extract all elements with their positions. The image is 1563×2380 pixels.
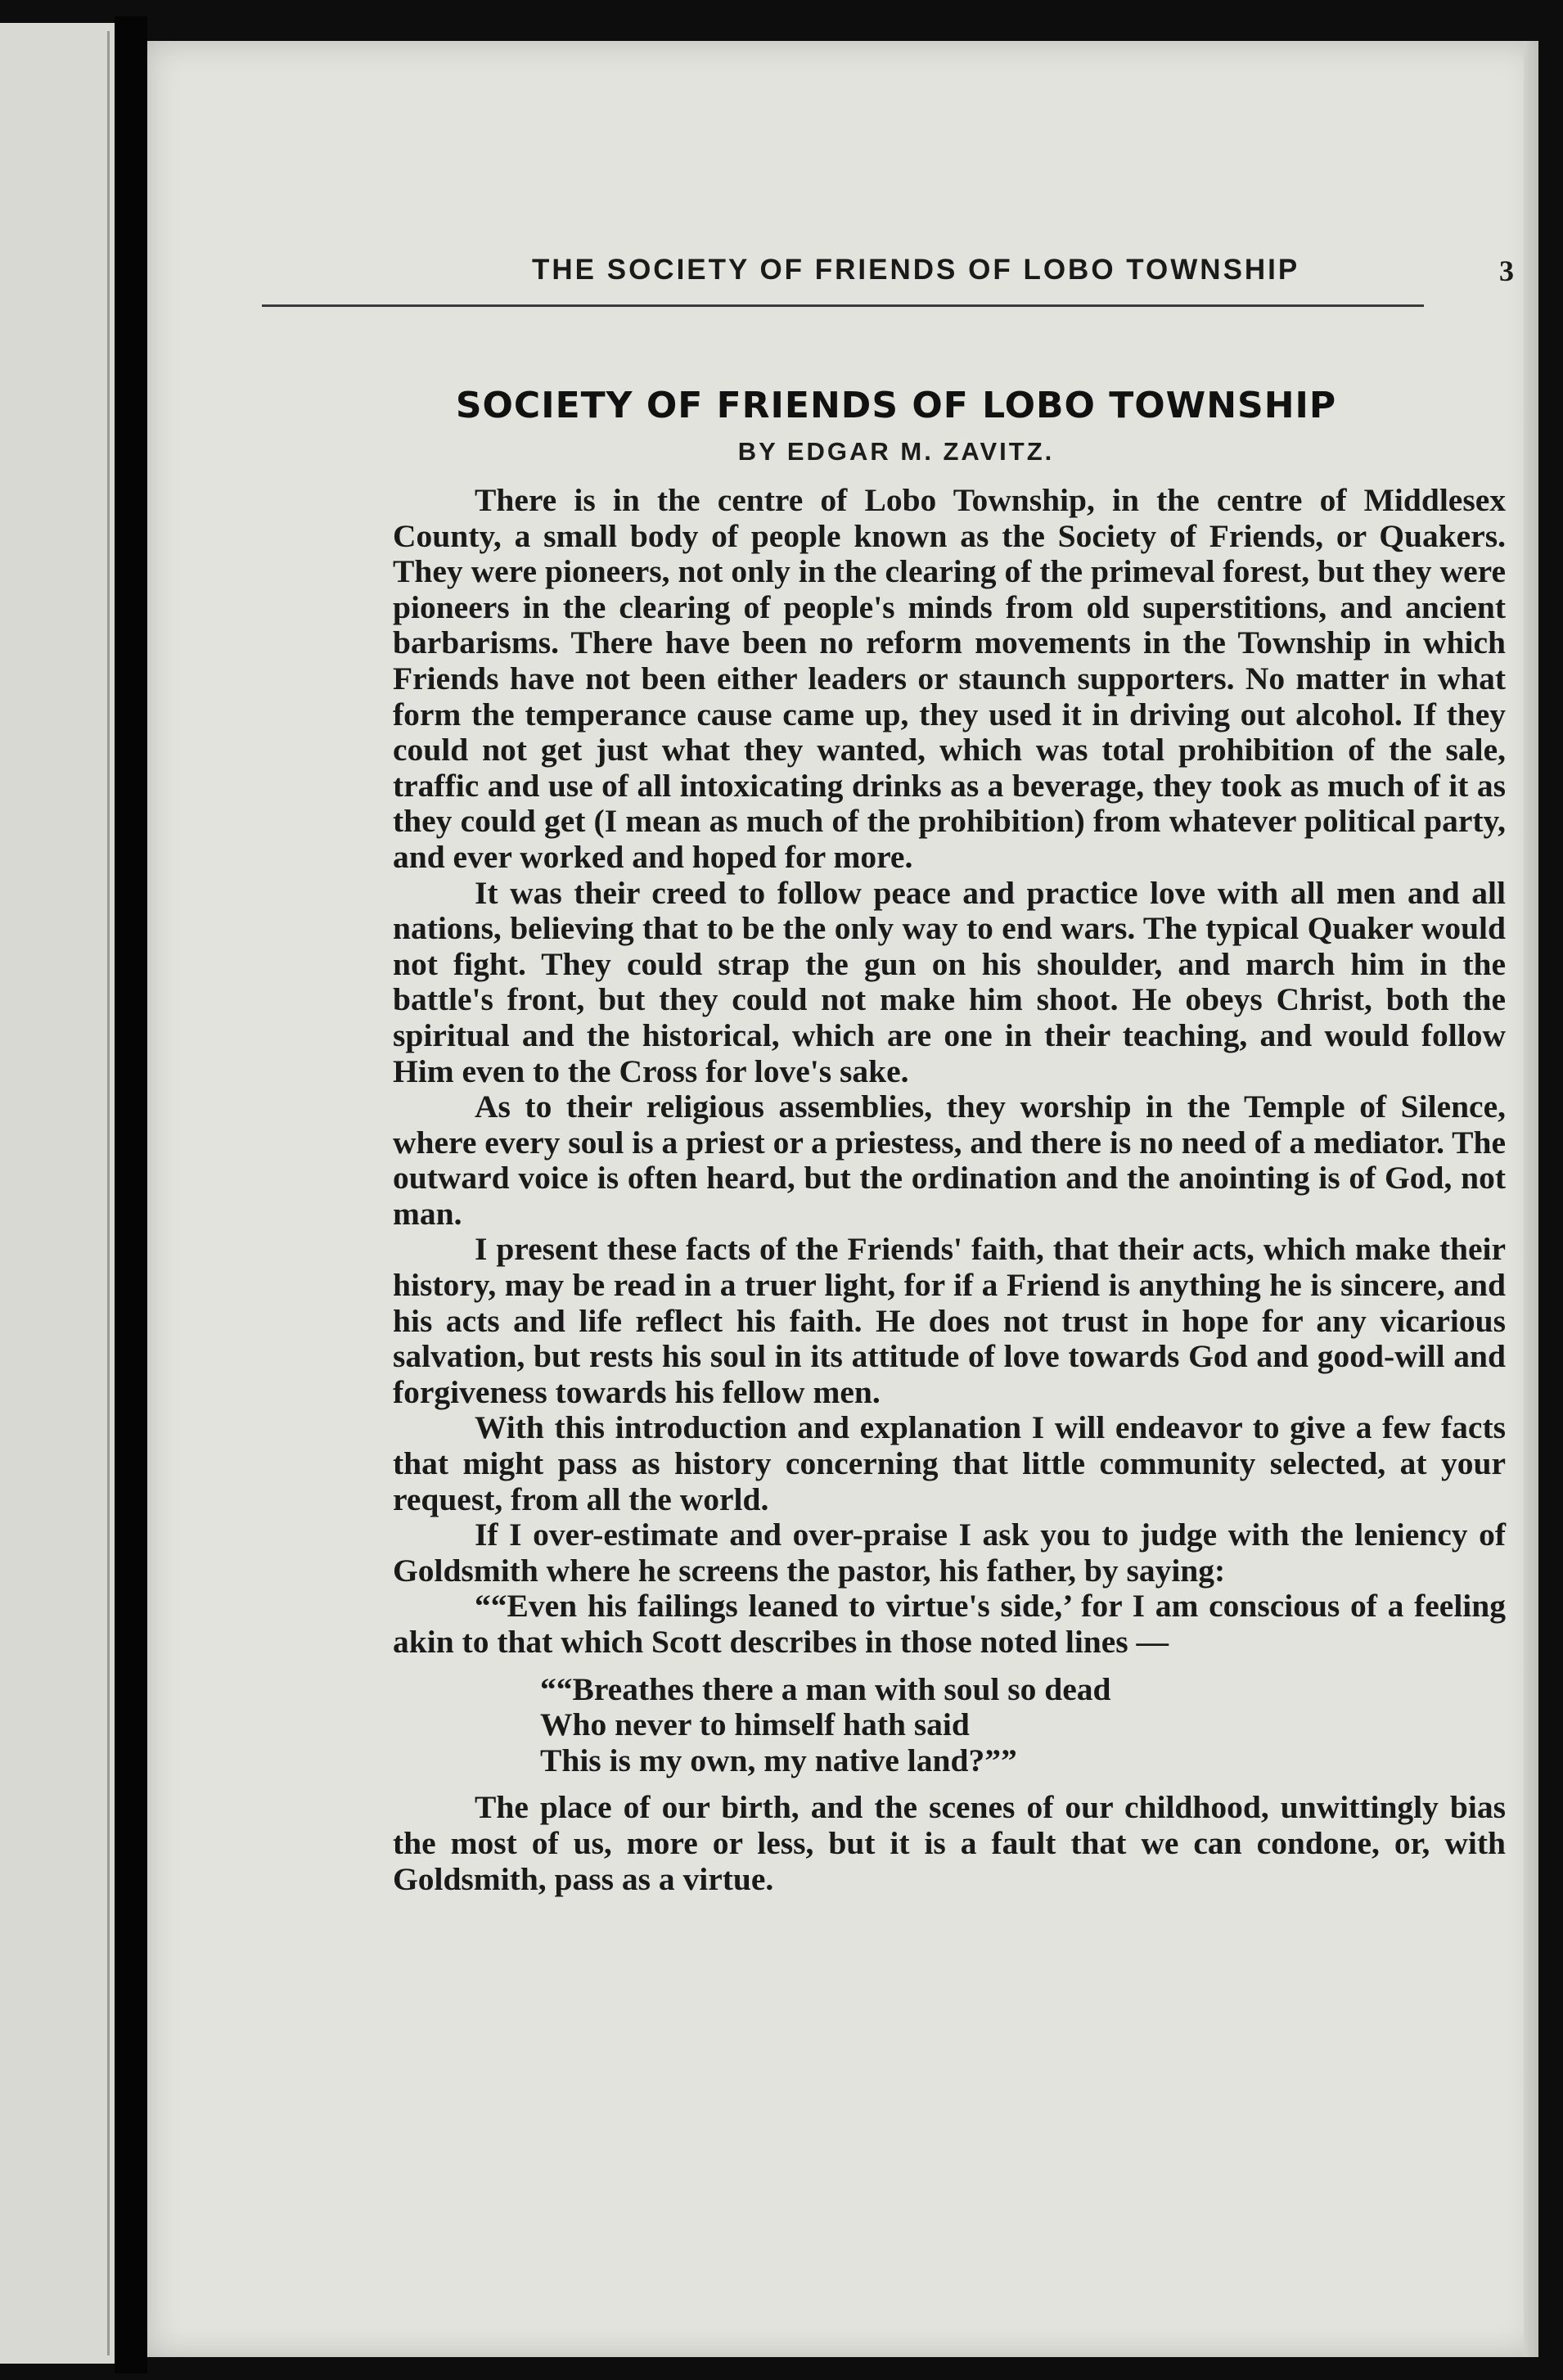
book-spine [115, 16, 147, 2373]
document-page [147, 41, 1538, 2357]
paragraph: If I over-estimate and over-praise I ask you to judge with the leniency of Goldsmith where he screens the pastor, his father, by saying: [393, 1517, 1506, 1589]
adjacent-page-edge [0, 23, 115, 2364]
paragraph: I present these facts of the Friends' faith, that their acts, which make their history, may be read in a truer light, for if a Friend is anything he is sincere, and his acts and life reflect his faith. He does not trust in hope for any vicarious salvation, but rests his soul in its attitude of love towards God and good-will and forgiveness towards his fellow men. [393, 1231, 1506, 1410]
paragraph: There is in the centre of Lobo Township, in the centre of Middlesex County, a small body of people known as the Society of Friends, or Quakers. They were pioneers, not only in the clearing of the primeval forest, but they were pioneers in the clearing of people's minds from old superstitions, and ancient barbarisms. There have been no reform movements in the Township in which Friends have not been either leaders or staunch supporters. No matter in what form the temperance cause came up, they used it in driving out alcohol. If they could not get just what they wanted, which was total prohibition of the sale, traffic and use of all intoxicating drinks as a beverage, they took as much of it as they could get (I mean as much of the prohibition) from whatever political party, and ever worked and hoped for more. [393, 482, 1506, 875]
running-head: THE SOCIETY OF FRIENDS OF LOBO TOWNSHIP [532, 254, 1300, 286]
page-number: 3 [1499, 255, 1514, 287]
paragraph: It was their creed to follow peace and practice love with all men and all nations, believing that to be the only way to end wars. The typical Quaker would not fight. They could strap the gun on his shoulder, and march him in the battle's front, but they could not make him shoot. He obeys Christ, both the spiritual and the historical, which are one in their teaching, and would follow Him even to the Cross for love's sake. [393, 874, 1506, 1089]
closing-paragraph: The place of our birth, and the scenes of our childhood, unwittingly bias the most of us, more or less, but it is a fault that we can condone, or, with Goldsmith, pass as a virtue. [393, 1789, 1506, 1897]
page-header [262, 254, 1522, 311]
paragraph: ““Even his failings leaned to virtue's side,’ for I am conscious of a feeling akin to that which Scott describes in those noted lines — [393, 1588, 1506, 1660]
verse-line: This is my own, my native land?”” [540, 1742, 1017, 1778]
paragraph: As to their religious assemblies, they worship in the Temple of Silence, where every soul is a priest or a priestess, and there is no need of a mediator. The outward voice is often heard, but the ordination and the anointing is of God, not man. [393, 1089, 1506, 1232]
verse-quote [540, 1672, 1506, 1779]
paragraph: With this introduction and explanation I will endeavor to give a few facts that might pass as history concerning that little community selected, at your request, from all the world. [393, 1409, 1506, 1517]
article-byline: BY EDGAR M. ZAVITZ. [737, 437, 1055, 466]
verse-line: Who never to himself hath said [540, 1706, 970, 1743]
verse-line: ““Breathes there a man with soul so dead [540, 1670, 1111, 1707]
article-body [393, 483, 1506, 1897]
header-rule [262, 304, 1424, 307]
article-title: SOCIETY OF FRIENDS OF LOBO TOWNSHIP [455, 385, 1337, 426]
